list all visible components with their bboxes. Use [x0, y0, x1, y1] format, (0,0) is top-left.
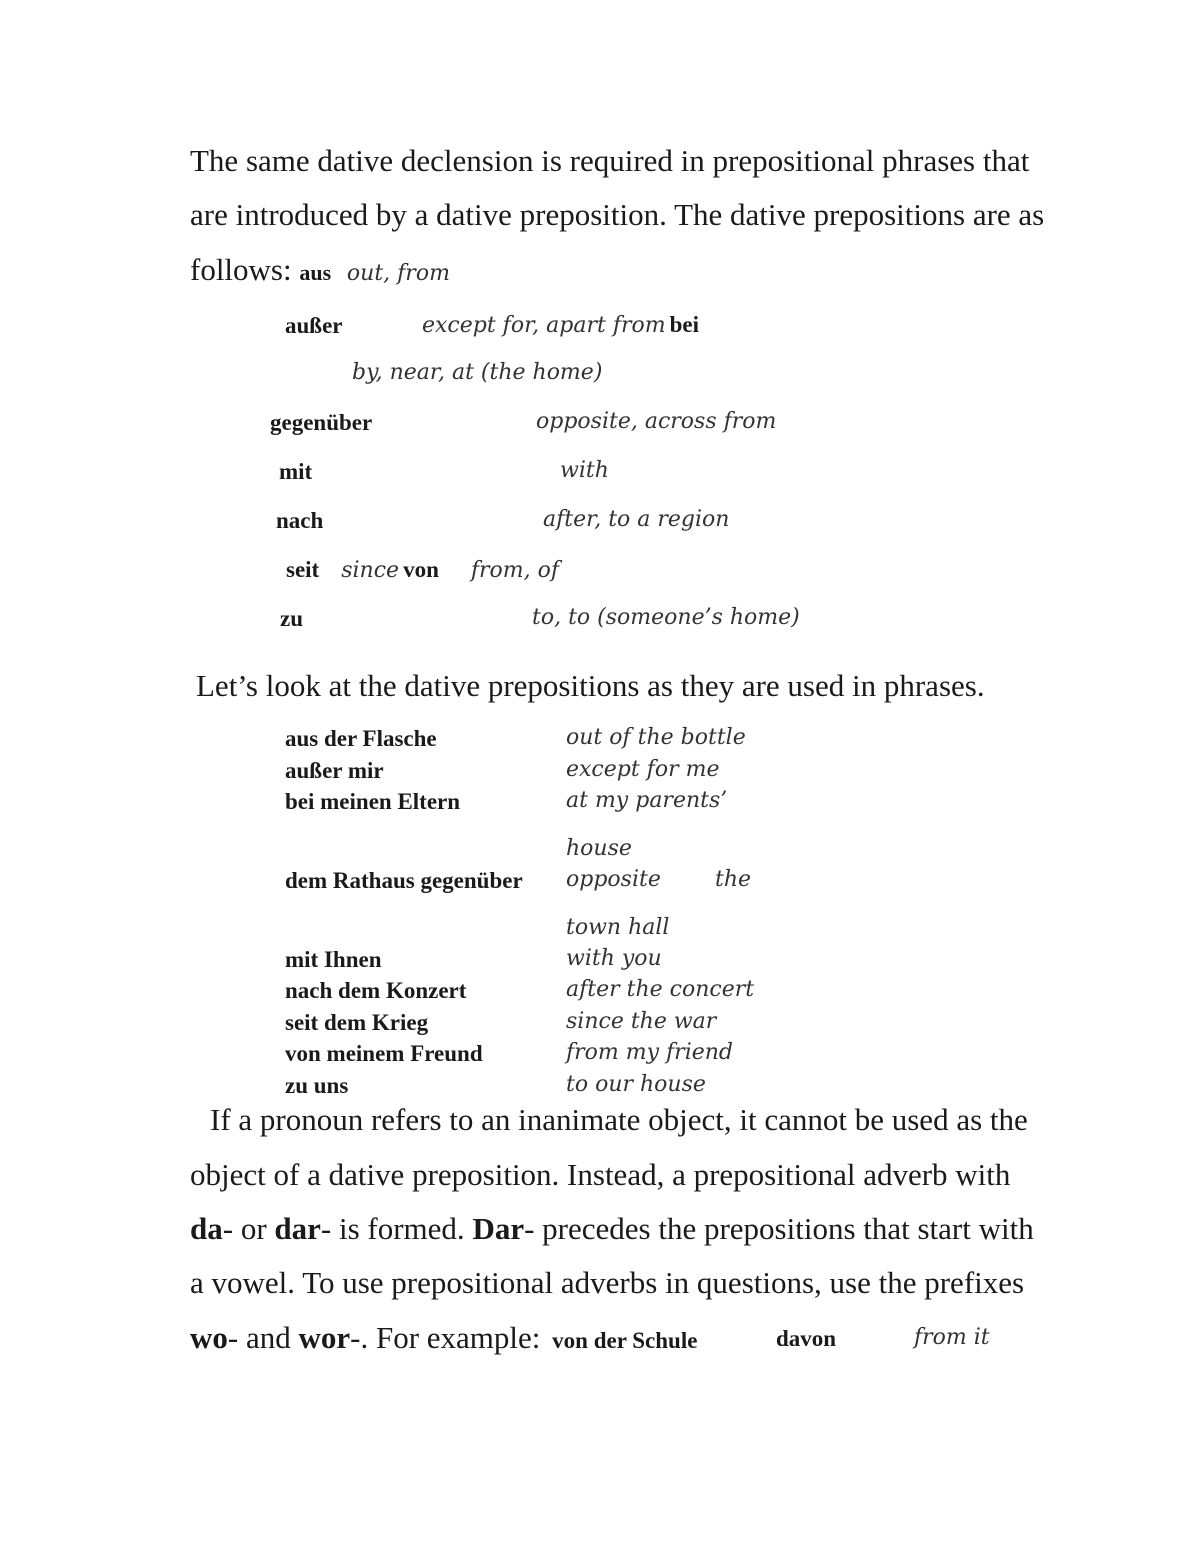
phrase-german: zu uns: [285, 1073, 349, 1098]
phrase-english: with you: [566, 946, 662, 971]
preposition-gloss: with: [560, 458, 609, 483]
phrases-intro: Let’s look at the dative prepositions as they are used in phrases.: [196, 668, 985, 703]
preposition-gloss: to, to (someone’s home): [532, 605, 800, 630]
follows-label: follows:: [190, 252, 292, 287]
example-gloss: from it: [914, 1325, 990, 1350]
text-segment: - precedes the prepositions that start with: [524, 1211, 1034, 1246]
preposition-entry: [422, 312, 699, 338]
preposition-gloss: by, near, at (the home): [352, 360, 603, 385]
text-segment: - is formed.: [320, 1211, 473, 1246]
paragraph-1-line-2: are introduced by a dative preposition. The dative prepositions are as: [190, 197, 1045, 232]
preposition-word: zu: [280, 606, 303, 631]
phrase-english: from my friend: [566, 1040, 734, 1065]
phrase-german: bei meinen Eltern: [285, 789, 461, 814]
paragraph-3-line-1: If a pronoun refers to an inanimate object, it cannot be used as the: [210, 1102, 1028, 1137]
preposition-gloss: since: [341, 558, 400, 583]
prefix-wo: wo: [190, 1320, 228, 1355]
preposition-word: gegenüber: [270, 410, 373, 435]
phrase-english: out of the bottle: [566, 725, 746, 750]
preposition-gloss: from, of: [470, 558, 559, 583]
phrase-english: at my parents’: [566, 788, 728, 813]
text-segment: - or: [222, 1211, 275, 1246]
preposition-word: außer: [285, 313, 343, 338]
phrase-english: opposite: [566, 867, 661, 892]
paragraph-3-line-3: [190, 1211, 1034, 1247]
preposition-word: nach: [276, 508, 324, 533]
paragraph-3-line-2: object of a dative preposition. Instead, a prepositional adverb with: [190, 1157, 1011, 1192]
phrase-english-extra: the: [715, 867, 752, 892]
example-phrase: von der Schule: [552, 1328, 698, 1353]
preposition-word: seit: [286, 557, 320, 582]
phrase-german: außer mir: [285, 758, 384, 783]
prefix-wor: wor: [298, 1320, 351, 1355]
phrase-german: aus der Flasche: [285, 726, 437, 751]
phrase-english: after the concert: [566, 977, 755, 1002]
preposition-gloss: opposite, across from: [536, 409, 777, 434]
phrase-english: except for me: [566, 757, 720, 782]
preposition-gloss: out, from: [346, 261, 450, 286]
phrase-english-continued: town hall: [566, 915, 670, 940]
preposition-word: bei: [669, 312, 699, 337]
phrase-german: dem Rathaus gegenüber: [285, 868, 523, 893]
preposition-word: von: [403, 557, 439, 582]
paragraph-1-line-1: The same dative declension is required in prepositional phrases that: [190, 143, 1030, 178]
text-segment: - and: [227, 1320, 299, 1355]
phrase-english: to our house: [566, 1072, 706, 1097]
preposition-gloss: after, to a region: [543, 507, 730, 532]
prefix-dar-capital: Dar: [472, 1211, 525, 1246]
paragraph-1-line-3: [190, 252, 450, 288]
prefix-dar: dar: [274, 1211, 321, 1246]
prefix-da: da: [190, 1211, 223, 1246]
preposition-word: mit: [279, 459, 313, 484]
preposition-word: aus: [299, 260, 332, 285]
phrase-german: seit dem Krieg: [285, 1010, 429, 1035]
phrase-german: von meinem Freund: [285, 1041, 483, 1066]
phrase-english: since the war: [566, 1009, 717, 1034]
preposition-gloss: except for, apart from: [422, 313, 666, 338]
preposition-entry: [286, 557, 559, 583]
phrase-english-continued: house: [566, 836, 632, 861]
example-adverb: davon: [776, 1326, 837, 1351]
paragraph-3-line-4: a vowel. To use prepositional adverbs in questions, use the prefixes: [190, 1265, 1025, 1300]
paragraph-3-line-5: [190, 1320, 697, 1356]
text-segment: -. For example:: [350, 1320, 541, 1355]
phrase-german: nach dem Konzert: [285, 978, 467, 1003]
phrase-german: mit Ihnen: [285, 947, 382, 972]
